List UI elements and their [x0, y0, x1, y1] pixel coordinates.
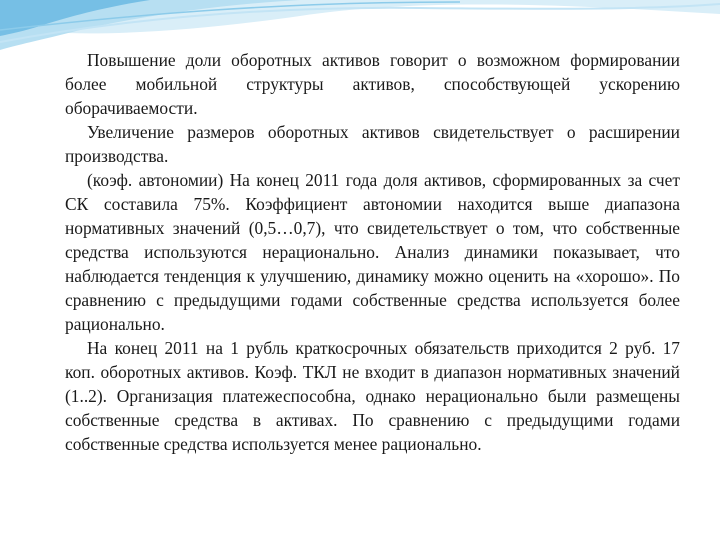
paragraph-4: На конец 2011 на 1 рубль краткосрочных обязательств приходится 2 руб. 17 коп. оборотных активов. Коэф. ТКЛ не входит в диапазон нормативных значений (1..2). Организация платежеспособна, однако нерационально были размещены собственные средства в активах. По сравнению с предыдущими годами собственные средства используется менее рационально. [65, 338, 680, 454]
paragraph-1: Повышение доли оборотных активов говорит о возможном формировании более мобильной структуры активов, способствующей ускорению оборачиваемости. [65, 50, 680, 118]
text-body [65, 48, 680, 456]
paragraph-2: Увеличение размеров оборотных активов свидетельствует о расширении производства. [65, 122, 680, 166]
paragraph-3: (коэф. автономии) На конец 2011 года доля активов, сформированных за счет СК составила 75%. Коэффициент автономии находится выше диапазона нормативных значений (0,5…0,7), что свидетельствует о том, что собственные средства используются нерационально. Анализ динамики показывает, что наблюдается тенденция к улучшению, динамику можно оценить на «хорошо». По сравнению с предыдущими годами собственные средства используется более рационально. [65, 170, 680, 334]
